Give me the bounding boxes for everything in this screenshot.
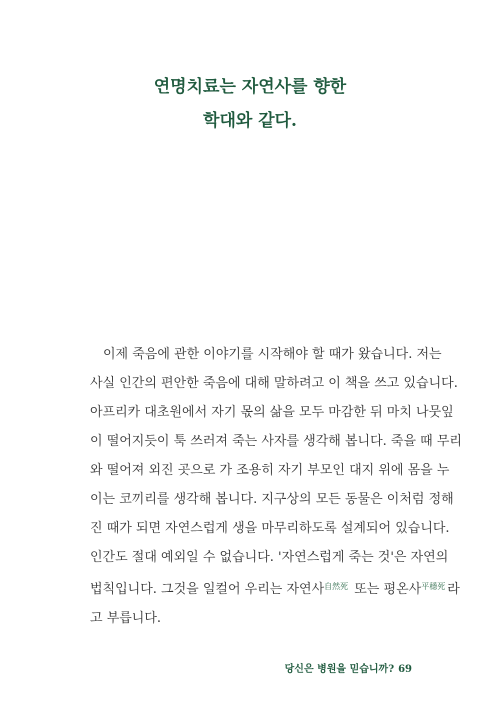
body-paragraph: [90, 340, 462, 633]
text-line: 이는 코끼리를 생각해 봅니다. 지구상의 모든 동물은 이처럼 정해: [90, 492, 454, 507]
running-title: 당신은 병원을 믿습니까?: [284, 664, 395, 675]
hanja-annotation: 自然死: [324, 582, 349, 591]
text-line: 이 떨어지듯이 툭 쓰러져 죽는 사자를 생각해 봅니다. 죽을 때 무리: [90, 434, 462, 449]
text-line: 고 부릅니다.: [90, 611, 162, 626]
text-line: 아프리카 대초원에서 자기 몫의 삶을 모두 마감한 뒤 마치 나뭇잎: [90, 405, 454, 420]
page-footer: [285, 660, 412, 675]
text-segment: 또는 평온사: [350, 582, 422, 597]
page-number: 69: [398, 664, 412, 675]
heading-line-1: 연명치료는 자연사를 향한: [153, 77, 347, 97]
text-segment: 법칙입니다. 그것을 일컬어 우리는 자연사: [90, 582, 325, 597]
hanja-annotation: 平穩死: [421, 582, 446, 591]
text-line: 인간도 절대 예외일 수 없습니다. '자연스럽게 죽는 것'은 자연의: [90, 550, 449, 565]
chapter-heading: [0, 70, 500, 138]
text-line-with-hanja: [90, 572, 460, 604]
text-line: 사실 인간의 편안한 죽음에 대해 말하려고 이 책을 쓰고 있습니다.: [90, 376, 458, 391]
text-segment: 라: [447, 582, 460, 597]
text-line: 이제 죽음에 관한 이야기를 시작해야 할 때가 왔습니다. 저는: [103, 347, 442, 362]
heading-line-2: 학대와 같다.: [203, 111, 297, 131]
text-line: 와 떨어져 외진 곳으로 가 조용히 자기 부모인 대지 위에 몸을 누: [90, 463, 450, 478]
text-line: 진 때가 되면 자연스럽게 생을 마무리하도록 설계되어 있습니다.: [90, 521, 450, 536]
